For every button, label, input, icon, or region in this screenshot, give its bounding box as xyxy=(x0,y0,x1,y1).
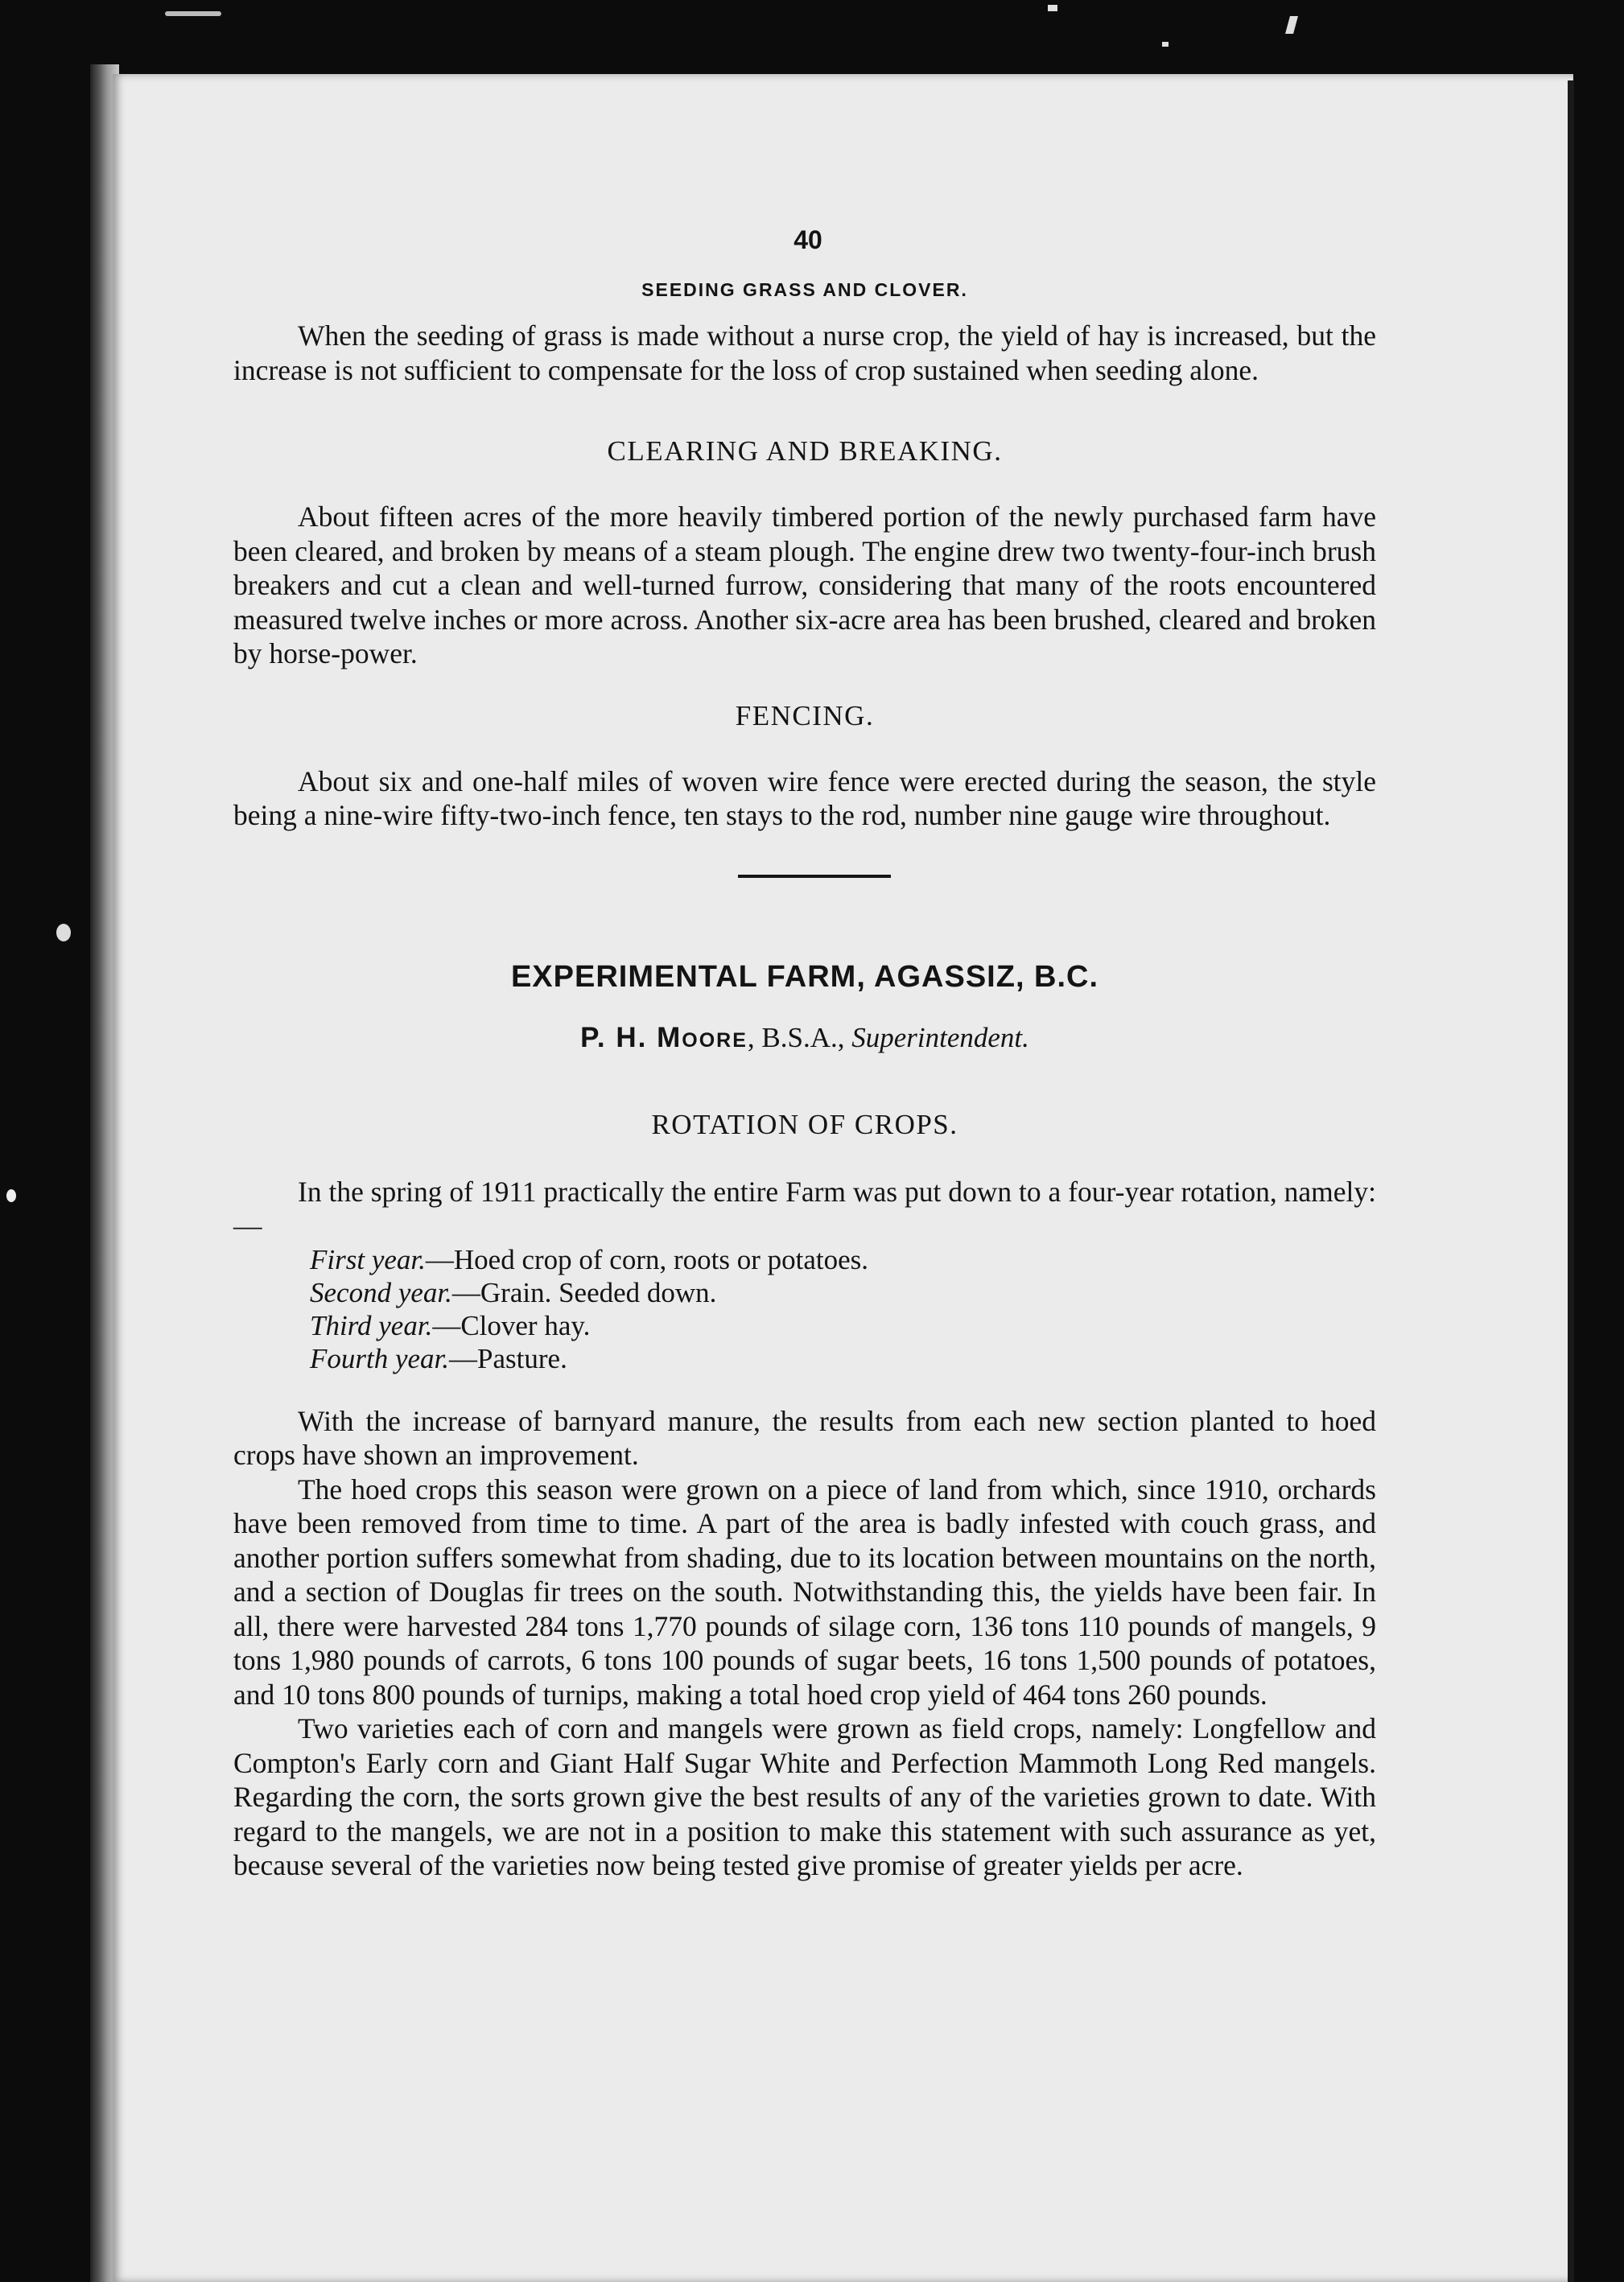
year-text: —Hoed crop of corn, roots or potatoes. xyxy=(425,1243,869,1275)
year-text: —Pasture. xyxy=(449,1342,567,1374)
year-label: Fourth year. xyxy=(310,1342,450,1374)
list-item xyxy=(310,1309,1376,1342)
clearing-heading: CLEARING AND BREAKING. xyxy=(607,435,1003,467)
list-item xyxy=(310,1342,1376,1375)
year-label: First year. xyxy=(310,1243,426,1275)
superintendent-surname: Moore xyxy=(657,1021,748,1053)
scan-speck xyxy=(6,1189,16,1202)
seeding-heading: SEEDING GRASS AND CLOVER. xyxy=(641,279,968,300)
farm-title: EXPERIMENTAL FARM, AGASSIZ, B.C. xyxy=(510,959,1099,994)
year-label: Third year. xyxy=(310,1309,433,1341)
rotation-intro: In the spring of 1911 practically the entire Farm was put down to a four-year rotation, namely:— xyxy=(233,1175,1376,1242)
page-content xyxy=(233,225,1376,1883)
rotation-list xyxy=(310,1243,1376,1375)
year-text: —Clover hay. xyxy=(432,1309,591,1341)
page-right-edge xyxy=(1568,80,1574,2282)
page-number: 40 xyxy=(793,225,822,254)
fencing-heading: FENCING. xyxy=(735,699,875,731)
scan-speck xyxy=(56,924,71,941)
superintendent-role: Superintendent. xyxy=(851,1021,1029,1053)
scan-mark xyxy=(1048,5,1057,11)
scan-mark xyxy=(1162,42,1169,47)
seeding-paragraph: When the seeding of grass is made without a nurse crop, the yield of hay is increased, but the increase is not sufficient to compensate for the loss of crop sustained when seeding alone. xyxy=(233,319,1376,386)
list-item xyxy=(310,1243,1376,1276)
year-label: Second year. xyxy=(310,1276,452,1308)
superintendent-initials: P. H. xyxy=(580,1021,657,1053)
scan-mark xyxy=(1285,16,1298,34)
superintendent-line xyxy=(233,1022,1376,1054)
clearing-paragraph: About fifteen acres of the more heavily timbered portion of the newly purchased farm have been cleared, and broken by means of a steam plough. The engine drew two twenty-four-inch brush breakers and cut a clean and well-turned furrow, considering that many of the roots encountered measured twelve inches or more across. Another six-acre area has been brushed, cleared and broken by horse-power. xyxy=(233,500,1376,669)
scan-mark xyxy=(165,11,221,16)
rotation-paragraph: With the increase of barnyard manure, the results from each new section planted to hoed crops have shown an improvement. xyxy=(233,1404,1376,1471)
rotation-paragraph: Two varieties each of corn and mangels were grown as field crops, namely: Longfellow and Compton's Early corn and Giant Half Sugar White and Perfection Mammoth Long Red mangels. Regarding the corn, the sorts grown give the best results of any of the varieties grown to date. With regard to the mangels, we are not in a position to make this statement with such assurance as yet, because several of the varieties now being tested give promise of greater yields per acre. xyxy=(233,1712,1376,1881)
superintendent-degree: , B.S.A., xyxy=(747,1021,852,1053)
year-text: —Grain. Seeded down. xyxy=(451,1276,717,1308)
rotation-heading: ROTATION OF CROPS. xyxy=(651,1108,958,1140)
rotation-paragraph: The hoed crops this season were grown on a piece of land from which, since 1910, orchards have been removed from time to time. A part of the area is badly infested with couch grass, and another portion suffers somewhat from shading, due to its location between mountains on the north, and a section of Douglas fir trees on the south. Notwithstanding this, the yields have been fair. In all, there were harvested 284 tons 1,770 pounds of silage corn, 136 tons 110 pounds of mangels, 9 tons 1,980 pounds of carrots, 6 tons 100 pounds of sugar beets, 16 tons 1,500 pounds of potatoes, and 10 tons 800 pounds of turnips, making a total hoed crop yield of 464 tons 260 pounds. xyxy=(233,1473,1376,1711)
section-divider xyxy=(738,875,891,878)
fencing-paragraph: About six and one-half miles of woven wire fence were erected during the season, the style being a nine-wire fifty-two-inch fence, ten stays to the rod, number nine gauge wire throughout. xyxy=(233,764,1376,831)
list-item xyxy=(310,1276,1376,1309)
